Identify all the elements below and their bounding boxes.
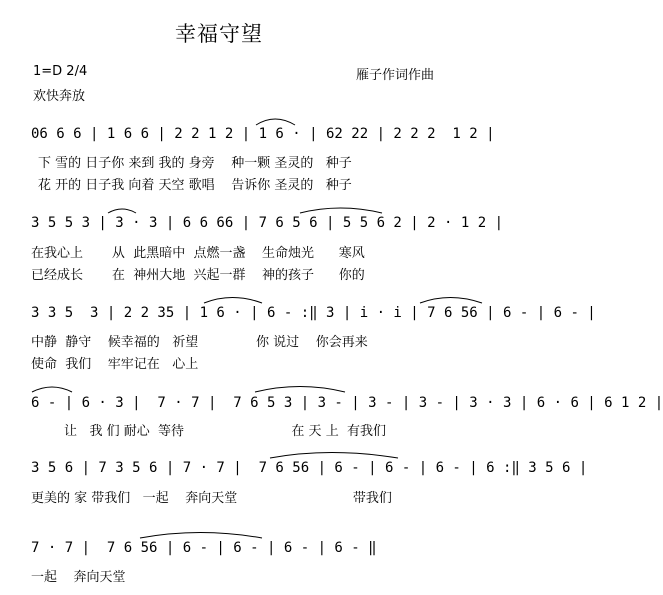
author-credit: 雁子作词作曲 [356,68,435,83]
lyric-line-1-verse-2: 花 开的 日子我 向着 天空 歌唱 告诉你 圣灵的 种子 [38,178,352,193]
slur [204,298,262,304]
lyric-line-6: 一起 奔向天堂 [31,570,126,585]
notation-line-2: 3 5 5 3 | 3 · 3 | 6 6 66 | 7 6 5 6 | 5 5 6 2 | 2 · 1 2 | [31,215,504,231]
slur [108,209,136,213]
lyric-line-3-verse-1: 中静 静守 候幸福的 祈望 你 说过 你会再来 [31,335,368,350]
tempo-marking: 欢快奔放 [33,89,86,104]
notation-line-6: 7 · 7 | 7 6 56 | 6 - | 6 - | 6 - | 6 - ‖ [31,540,377,556]
slur [140,533,262,539]
slur [256,119,295,125]
slur [270,453,398,459]
lyric-line-2-verse-2: 已经成长 在 神州大地 兴起一群 神的孩子 你的 [31,268,365,283]
slur [32,387,72,392]
notation-line-5: 3 5 6 | 7 3 5 6 | 7 · 7 | 7 6 56 | 6 - | 6 - | 6 - | 6 :‖ 3 5 6 | [31,460,588,476]
lyric-line-3-verse-2: 使命 我们 牢牢记在 心上 [31,357,199,372]
lyric-line-1-verse-1: 下 雪的 日子你 来到 我的 身旁 种一颗 圣灵的 种子 [38,156,352,171]
notation-line-3: 3 3 5 3 | 2 2 35 | 1 6 · | 6 - :‖ 3 | i · i | 7 6 56 | 6 - | 6 - | [31,305,596,321]
lyric-line-4: 让 我 们 耐心 等待 在 天 上 有我们 [31,424,386,439]
slur [420,298,482,304]
slur [300,208,382,213]
song-title: 幸福守望 [175,22,263,46]
notation-line-4: 6 - | 6 · 3 | 7 · 7 | 7 6 5 3 | 3 - | 3 - | 3 - | 3 · 3 | 6 · 6 | 6 1 2 | [31,395,663,411]
notation-line-1: 06 6 6 | 1 6 6 | 2 2 1 2 | 1 6 · | 62 22 | 2 2 2 1 2 | [31,126,495,142]
lyric-line-2-verse-1: 在我心上 从 此黑暗中 点燃一盏 生命烛光 寒风 [31,246,365,261]
lyric-line-5: 更美的 家 带我们 一起 奔向天堂 带我们 [31,491,392,506]
slur [255,387,345,393]
key-time-signature: 1=D 2/4 [33,64,88,79]
